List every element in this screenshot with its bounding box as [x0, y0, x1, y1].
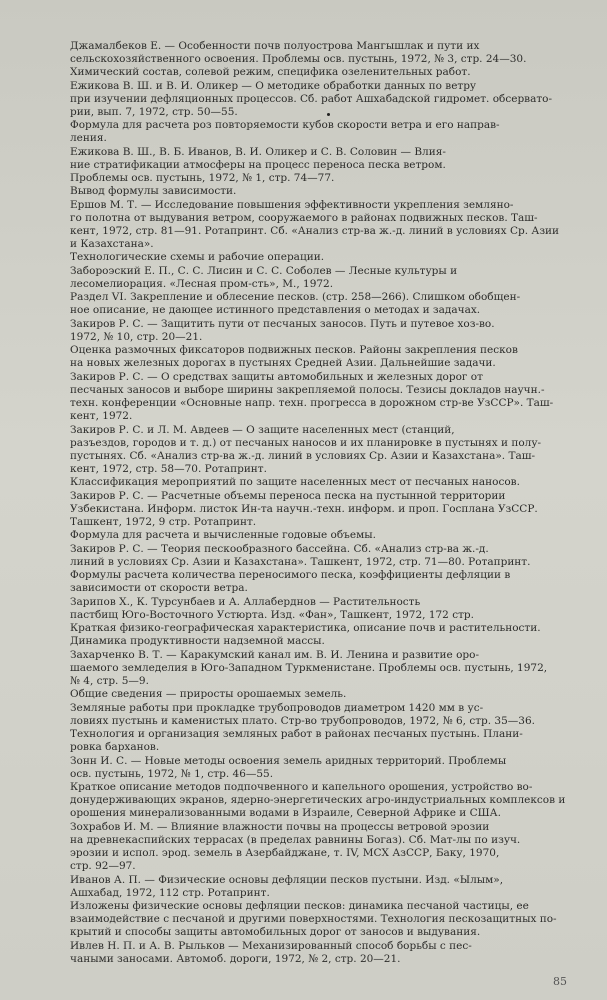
entry-heading-line: Закиров Р. С. и Л. М. Авдеев — О защите населенных мест (станций, — [70, 424, 455, 436]
entry-text-line: взаимодействие с песчаной и другими поверхностями. Технология пескозащитных по- — [70, 913, 557, 925]
bibliography-entry — [70, 490, 569, 542]
bibliography-entry — [70, 874, 569, 939]
entry-heading-line: Ивлев Н. П. и А. В. Рыльков — Механизированный способ борьбы с пес- — [70, 940, 472, 952]
entry-text-line: ления. — [70, 132, 107, 144]
entry-text-line: техн. конференции «Основные напр. техн. прогресса в дорожном стр-ве УзССР». Таш- — [70, 397, 554, 409]
entry-heading-line: Зонн И. С. — Новые методы освоения земель аридных территорий. Проблемы — [70, 755, 507, 767]
entry-text-line: Оценка размочных фиксаторов подвижных песков. Районы закрепления песков — [70, 344, 518, 356]
entry-text-line: Формула для расчета роз повторяемости кубов скорости ветра и его направ- — [70, 119, 500, 131]
entry-text-line: Изложены физические основы дефляции песков: динамика песчаной частицы, ее — [70, 900, 529, 912]
bibliography-entry — [70, 80, 569, 145]
entry-text-line: крытий и способы защиты автомобильных дорог от заносов и выдувания. — [70, 926, 481, 938]
bibliography-entry — [70, 755, 569, 820]
entry-text-line: ное описание, не дающее истинного представления о методах и задачах. — [70, 304, 481, 316]
entry-text-line: рии, вып. 7, 1972, стр. 50—55. — [70, 106, 238, 118]
bibliography-entry — [70, 199, 569, 264]
bibliography-entry — [70, 146, 569, 198]
bibliography-entry — [70, 424, 569, 489]
bibliography-entry — [70, 940, 569, 966]
ink-dot — [327, 113, 330, 116]
bibliography-entry — [70, 702, 569, 754]
entry-heading-line: Иванов А. П. — Физические основы дефляции песков пустыни. Изд. «Ылым», — [70, 874, 504, 886]
entry-text-line: лесомелиорация. «Лесная пром-сть», М., 1972. — [70, 278, 334, 290]
entry-heading-line: Джамалбеков Е. — Особенности почв полуострова Мангышлак и пути их — [70, 40, 480, 52]
entry-text-line: Ашхабад, 1972, 112 стр. Ротапринт. — [70, 887, 270, 899]
entry-text-line: кент, 1972. — [70, 410, 133, 422]
entry-text-line: и Казахстана». — [70, 238, 154, 250]
entry-text-line: донудерживающих экранов, ядерно-энергетических агро-индустриальных комплексов и — [70, 794, 566, 806]
bibliography-entry — [70, 265, 569, 317]
entry-text-line: стр. 92—97. — [70, 860, 136, 872]
bibliography-entry — [70, 371, 569, 423]
entry-text-line: линий в условиях Ср. Азии и Казахстана». Ташкент, 1972, стр. 71—80. Ротапринт. — [70, 556, 531, 568]
entry-text-line: сельскохозяйственного освоения. Проблемы осв. пустынь, 1972, № 3, стр. 24—30. — [70, 53, 527, 65]
entry-text-line: зависимости от скорости ветра. — [70, 582, 248, 594]
entry-text-line: Проблемы осв. пустынь, 1972, № 1, стр. 74—77. — [70, 172, 335, 184]
entry-heading-line: Зохрабов И. М. — Влияние влажности почвы на процессы ветровой эрозии — [70, 821, 490, 833]
bibliography-entry — [70, 821, 569, 873]
entry-text-line: Краткое описание методов подпочвенного и капельного орошения, устройство во- — [70, 781, 533, 793]
entry-text-line: эрозии и испол. эрод. земель в Азербайджане, т. IV, МСХ АзССР, Баку, 1970, — [70, 847, 500, 859]
entry-heading-line: Ершов М. Т. — Исследование повышения эффективности укрепления земляно- — [70, 199, 514, 211]
entry-heading-line: Закиров Р. С. — Теория пескообразного бассейна. Сб. «Анализ стр-ва ж.-д. — [70, 543, 489, 555]
entry-text-line: чаными заносами. Автомоб. дороги, 1972, № 2, стр. 20—21. — [70, 953, 401, 965]
entry-heading-line: Захарченко В. Т. — Каракумский канал им. В. И. Ленина и развитие оро- — [70, 649, 479, 661]
entry-text-line: Химический состав, солевой режим, специфика озеленительных работ. — [70, 66, 471, 78]
bibliography-entry — [70, 649, 569, 701]
entry-text-line: орошения минерализованными водами в Израиле, Северной Африке и США. — [70, 807, 501, 819]
entry-heading-line: Закиров Р. С. — О средствах защиты автомобильных и железных дорог от — [70, 371, 483, 383]
entry-text-line: на древнекаспийских террасах (в пределах равнины Богаз). Сб. Мат-лы по изуч. — [70, 834, 521, 846]
bibliography-entry — [70, 318, 569, 370]
entry-text-line: № 4, стр. 5—9. — [70, 675, 149, 687]
entry-text-line: пустынях. Сб. «Анализ стр-ва ж.-д. линий в условиях Ср. Азии и Казахстана». Таш- — [70, 450, 536, 462]
entry-text-line: Динамика продуктивности надземной массы. — [70, 635, 325, 647]
entry-text-line: Ташкент, 1972, 9 стр. Ротапринт. — [70, 516, 257, 528]
entry-heading-line: Закиров Р. С. — Расчетные объемы переноса песка на пустынной территории — [70, 490, 506, 502]
entry-text-line: на новых железных дорогах в пустынях Средней Азии. Дальнейшие задачи. — [70, 357, 496, 369]
entry-text-line: ловиях пустынь и каменистых плато. Стр-во трубопроводов, 1972, № 6, стр. 35—36. — [70, 715, 535, 727]
entry-text-line: кент, 1972, стр. 81—91. Ротапринт. Сб. «Анализ стр-ва ж.-д. линий в условиях Ср. Азии — [70, 225, 560, 237]
entry-text-line: Технологические схемы и рабочие операции. — [70, 251, 325, 263]
entry-heading-line: Забороэский Е. П., С. С. Лисин и С. С. Соболев — Лесные культуры и — [70, 265, 458, 277]
bibliography-entry — [70, 40, 569, 79]
page-number: 85 — [553, 975, 567, 988]
entry-text-line: песчаных заносов и выборе ширины закрепляемой полосы. Тезисы докладов научн.- — [70, 384, 545, 396]
entry-heading-line: Закиров Р. С. — Защитить пути от песчаных заносов. Путь и путевое хоз-во. — [70, 318, 495, 330]
entry-text-line: 1972, № 10, стр. 20—21. — [70, 331, 203, 343]
entry-text-line: Классификация мероприятий по защите населенных мест от песчаных наносов. — [70, 476, 520, 488]
entry-text-line: Формулы расчета количества переносимого песка, коэффициенты дефляции в — [70, 569, 511, 581]
entry-text-line: при изучении дефляционных процессов. Сб. работ Ашхабадской гидромет. обсервато- — [70, 93, 553, 105]
entry-heading-line: Земляные работы при прокладке трубопроводов диаметром 1420 мм в ус- — [70, 702, 484, 714]
entry-heading-line: Ежикова В. Ш. и В. И. Оликер — О методике обработки данных по ветру — [70, 80, 477, 92]
entry-text-line: ровка барханов. — [70, 741, 160, 753]
entry-text-line: осв. пустынь, 1972, № 1, стр. 46—55. — [70, 768, 274, 780]
entry-text-line: кент, 1972, стр. 58—70. Ротапринт. — [70, 463, 267, 475]
entry-heading-line: Зарипов Х., К. Турсунбаев и А. Аллаберднов — Растительность — [70, 596, 421, 608]
entry-text-line: разъездов, городов и т. д.) от песчаных наносов и их планировке в пустынях и полу- — [70, 437, 542, 449]
entry-text-line: ние стратификации атмосферы на процесс переноса песка ветром. — [70, 159, 446, 171]
entry-text-line: Общие сведения — приросты орошаемых земель. — [70, 688, 347, 700]
bibliography-entry — [70, 543, 569, 595]
entry-text-line: Узбекистана. Информ. листок Ин-та научн.-техн. информ. и проп. Госплана УзССР. — [70, 503, 538, 515]
bibliography-list — [70, 40, 569, 966]
entry-text-line: Краткая физико-географическая характеристика, описание почв и растительности. — [70, 622, 541, 634]
entry-text-line: Вывод формулы зависимости. — [70, 185, 237, 197]
entry-text-line: пастбищ Юго-Восточного Устюрта. Изд. «Фан», Ташкент, 1972, 172 стр. — [70, 609, 474, 621]
entry-text-line: Раздел VI. Закрепление и облесение песков. (стр. 258—266). Слишком обобщен- — [70, 291, 521, 303]
entry-heading-line: Ежикова В. Ш., В. Б. Иванов, В. И. Оликер и С. В. Соловин — Влия- — [70, 146, 446, 158]
entry-text-line: Формула для расчета и вычисленные годовые объемы. — [70, 529, 376, 541]
entry-text-line: Технология и организация земляных работ в районах песчаных пустынь. Плани- — [70, 728, 523, 740]
bibliography-entry — [70, 596, 569, 648]
entry-text-line: шаемого земледелия в Юго-Западном Туркменистане. Проблемы осв. пустынь, 1972, — [70, 662, 548, 674]
entry-text-line: го полотна от выдувания ветром, сооружаемого в районах подвижных песков. Таш- — [70, 212, 538, 224]
